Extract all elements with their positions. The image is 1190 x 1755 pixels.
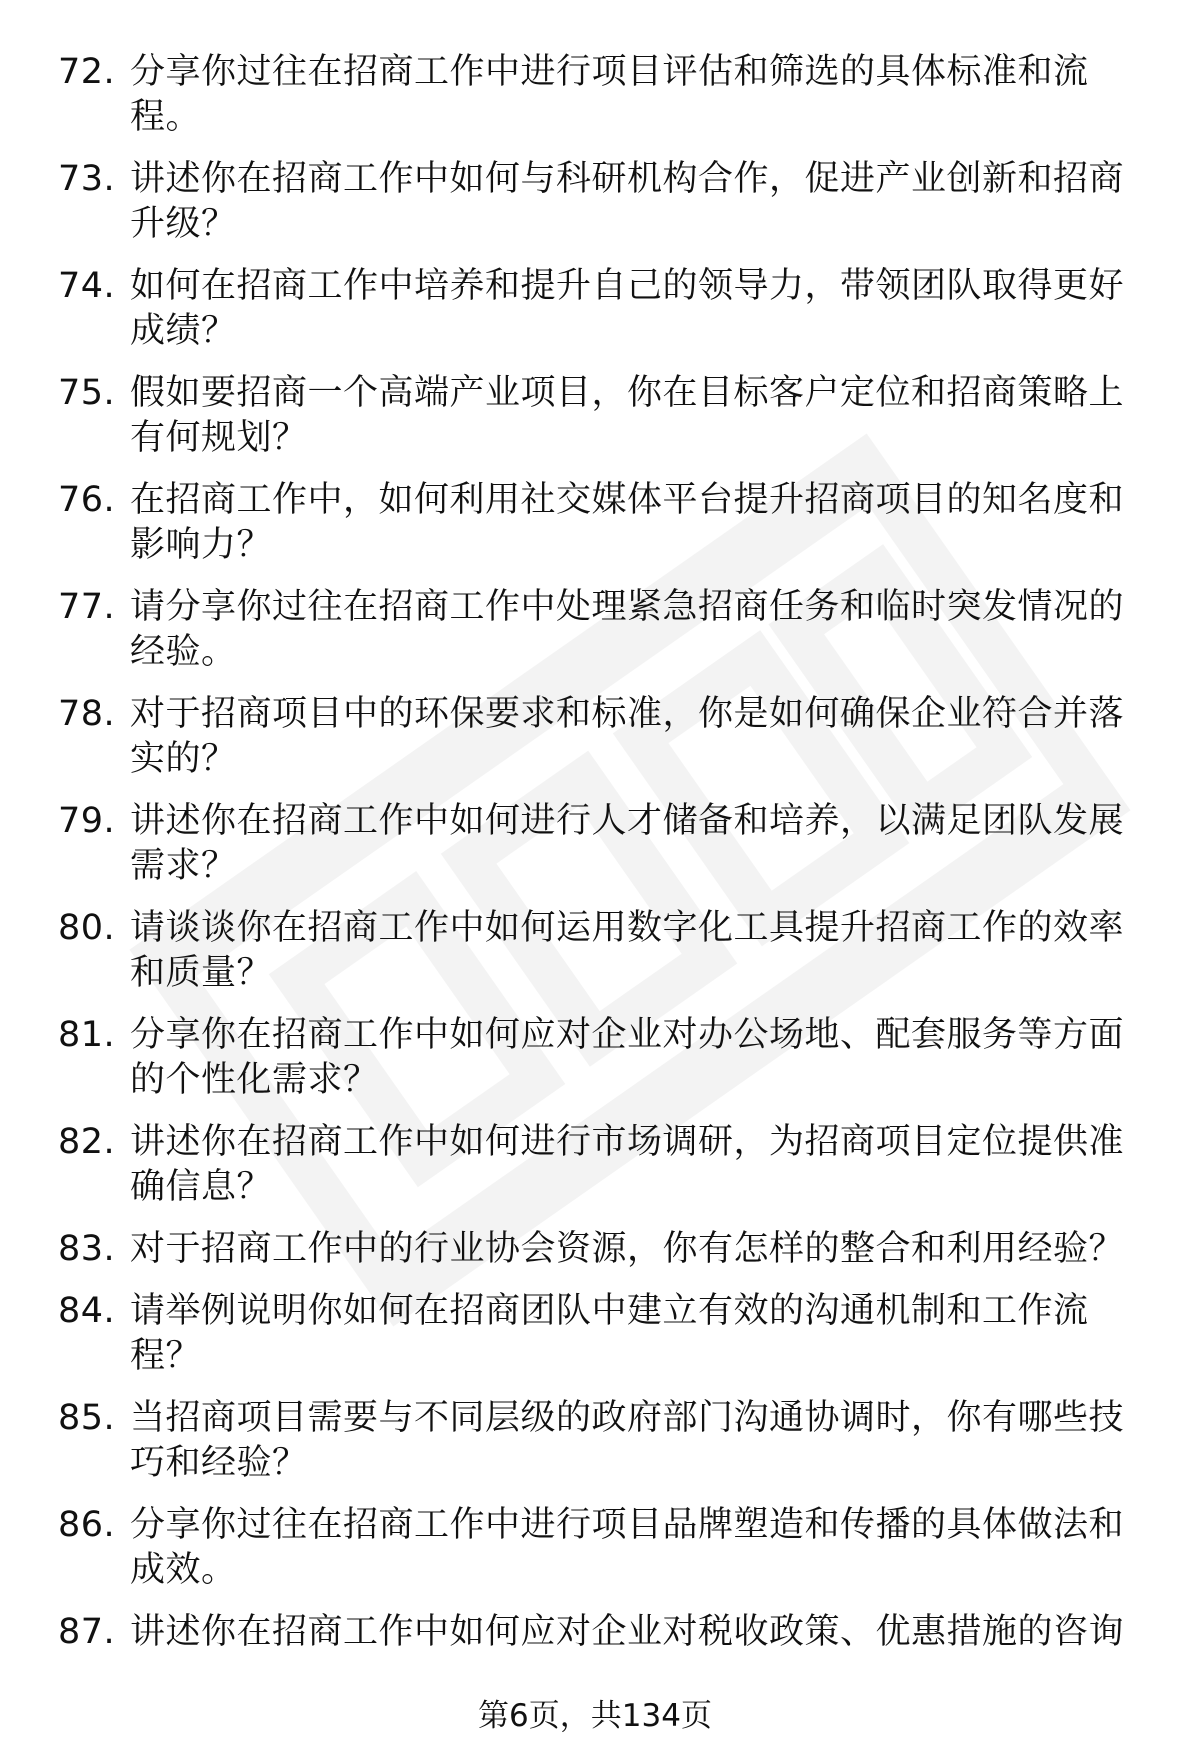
list-item — [0, 1227, 1190, 1272]
list-item — [0, 1503, 1190, 1593]
question-number: 83. — [58, 1229, 116, 1269]
question-number: 87. — [58, 1612, 116, 1652]
list-item — [0, 371, 1190, 461]
question-number: 76. — [58, 480, 116, 520]
question-number: 86. — [58, 1505, 116, 1545]
question-number: 84. — [58, 1291, 116, 1331]
question-text: 请举例说明你如何在招商团队中建立有效的沟通机制和工作流程？ — [130, 1291, 1089, 1376]
question-text: 分享你在招商工作中如何应对企业对办公场地、配套服务等方面的个性化需求？ — [130, 1015, 1125, 1100]
question-text: 讲述你在招商工作中如何进行市场调研，为招商项目定位提供准确信息？ — [130, 1122, 1125, 1207]
question-number: 79. — [58, 801, 116, 841]
question-number: 85. — [58, 1398, 116, 1438]
question-text: 分享你过往在招商工作中进行项目评估和筛选的具体标准和流程。 — [130, 52, 1089, 137]
question-number: 78. — [58, 694, 116, 734]
question-text: 假如要招商一个高端产业项目，你在目标客户定位和招商策略上有何规划？ — [130, 373, 1125, 458]
question-list — [0, 50, 1190, 1672]
question-text: 讲述你在招商工作中如何应对企业对税收政策、优惠措施的咨询 — [130, 1612, 1125, 1652]
question-number: 75. — [58, 373, 116, 413]
list-item — [0, 692, 1190, 782]
question-text: 对于招商项目中的环保要求和标准，你是如何确保企业符合并落实的？ — [130, 694, 1125, 779]
list-item — [0, 585, 1190, 675]
list-item — [0, 906, 1190, 996]
question-text: 对于招商工作中的行业协会资源，你有怎样的整合和利用经验？ — [130, 1229, 1125, 1269]
question-text: 在招商工作中，如何利用社交媒体平台提升招商项目的知名度和影响力？ — [130, 480, 1125, 565]
list-item — [0, 1013, 1190, 1103]
list-item — [0, 1120, 1190, 1210]
question-text: 请分享你过往在招商工作中处理紧急招商任务和临时突发情况的经验。 — [130, 587, 1125, 672]
list-item — [0, 264, 1190, 354]
page-indicator: 第6页，共134页 — [478, 1698, 712, 1734]
question-text: 当招商项目需要与不同层级的政府部门沟通协调时，你有哪些技巧和经验？ — [130, 1398, 1125, 1483]
list-item — [0, 1396, 1190, 1486]
question-text: 分享你过往在招商工作中进行项目品牌塑造和传播的具体做法和成效。 — [130, 1505, 1125, 1590]
list-item — [0, 799, 1190, 889]
question-text: 讲述你在招商工作中如何进行人才储备和培养，以满足团队发展需求？ — [130, 801, 1125, 886]
list-item — [0, 1289, 1190, 1379]
question-number: 74. — [58, 266, 116, 306]
question-number: 82. — [58, 1122, 116, 1162]
question-number: 72. — [58, 52, 116, 92]
question-text: 请谈谈你在招商工作中如何运用数字化工具提升招商工作的效率和质量？ — [130, 908, 1125, 993]
list-item — [0, 478, 1190, 568]
question-text: 如何在招商工作中培养和提升自己的领导力，带领团队取得更好成绩？ — [130, 266, 1125, 351]
list-item — [0, 50, 1190, 140]
question-number: 77. — [58, 587, 116, 627]
list-item — [0, 157, 1190, 247]
question-text: 讲述你在招商工作中如何与科研机构合作，促进产业创新和招商升级？ — [130, 159, 1125, 244]
question-number: 80. — [58, 908, 116, 948]
list-item — [0, 1610, 1190, 1655]
question-number: 81. — [58, 1015, 116, 1055]
question-number: 73. — [58, 159, 116, 199]
